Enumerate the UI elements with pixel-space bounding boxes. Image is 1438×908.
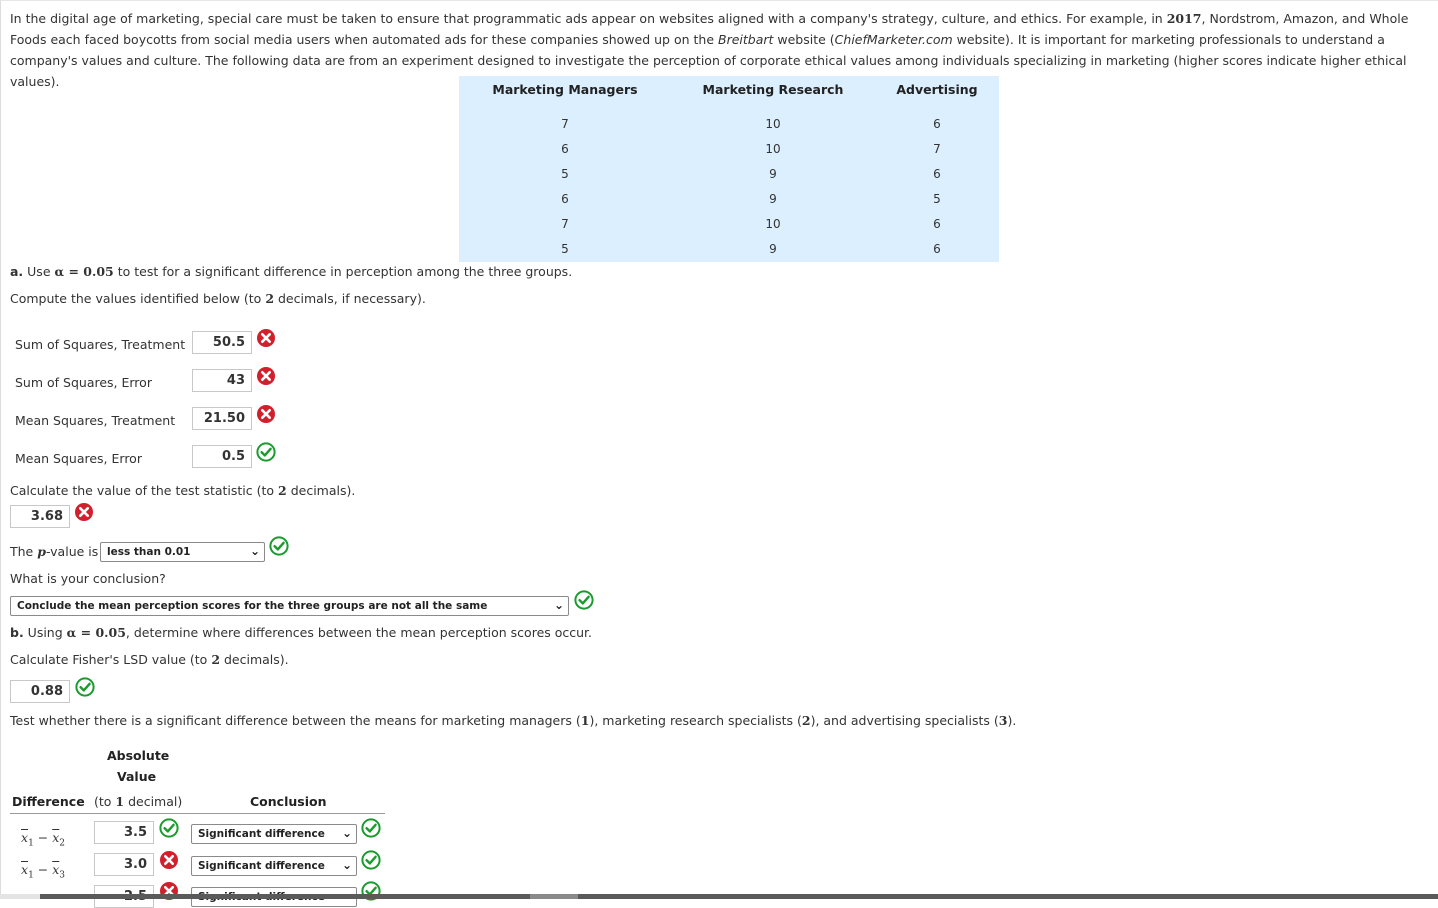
table-cell: 9 <box>769 241 777 256</box>
difference-conclusion-select[interactable]: Significant difference ⌄ <box>191 856 357 876</box>
col-header-value: Value <box>117 769 157 784</box>
table-row <box>459 111 999 136</box>
col-header-difference: Difference <box>12 794 85 809</box>
table-row <box>459 161 999 186</box>
data-table <box>459 76 999 262</box>
table-cell: 7 <box>561 216 569 231</box>
conclusion-question: What is your conclusion? <box>10 571 166 586</box>
check-circle-icon <box>75 677 95 697</box>
ss-treatment-label: Sum of Squares, Treatment <box>15 337 186 352</box>
chevron-down-icon: ⌄ <box>341 826 352 840</box>
test-statistic-instruction: Calculate the value of the test statistic (to 2 decimals). <box>10 483 356 498</box>
compute-instruction: Compute the values identified below (to 2 decimals, if necessary). <box>10 291 426 306</box>
ms-treatment-label: Mean Squares, Treatment <box>15 413 176 428</box>
lsd-input[interactable]: 0.88 <box>10 680 70 703</box>
table-cell: 6 <box>561 191 569 206</box>
table-cell: 10 <box>765 116 781 131</box>
ms-error-input[interactable]: 0.5 <box>192 445 252 468</box>
table-row <box>459 136 999 161</box>
ss-error-input[interactable]: 43 <box>192 369 252 392</box>
ss-treatment-input[interactable]: 50.5 <box>192 331 252 354</box>
table-cell: 5 <box>561 166 569 181</box>
horizontal-scrollbar-thumb[interactable] <box>40 894 1438 899</box>
x-circle-icon <box>256 366 276 386</box>
table-cell: 6 <box>933 116 941 131</box>
test-statistic-input[interactable]: 3.68 <box>10 505 70 528</box>
header-marketing-managers: Marketing Managers <box>492 81 638 97</box>
intro-paragraph: In the digital age of marketing, special care must be taken to ensure that programmatic ads appear on websites aligned with a company's strategy, culture, and ethics. For example, in 2017, Nordstrom, Amazon, and Whole Foods each faced boycotts from social media users when automated ads for these companies showed up on the Breitbart website (ChiefMarketer.com website). It is important for marketing professionals to understand a company's values and culture. The following data are from an experiment designed to investigate the perception of corporate ethical values among individuals specializing in marketing (higher scores indicate higher ethical values). <box>10 11 1409 89</box>
col-header-conclusion: Conclusion <box>250 794 327 809</box>
table-cell: 6 <box>933 216 941 231</box>
difference-label: $\overline{x}_1 - \overline{x}_2$ <box>21 830 66 849</box>
check-circle-icon <box>159 818 179 838</box>
horizontal-scrollbar-segment <box>530 894 578 899</box>
chevron-down-icon: ⌄ <box>249 544 260 558</box>
pairwise-instruction: Test whether there is a significant difference between the means for marketing managers (1), marketing research specialists (2), and advertising specialists (3). <box>10 713 1017 728</box>
table-cell: 10 <box>765 141 781 156</box>
chevron-down-icon: ⌄ <box>341 858 352 872</box>
table-cell: 6 <box>933 241 941 256</box>
check-circle-icon <box>574 590 594 610</box>
table-row <box>459 236 999 261</box>
table-cell: 7 <box>933 141 941 156</box>
chevron-down-icon: ⌄ <box>553 598 564 612</box>
check-circle-icon <box>269 536 289 556</box>
table-cell: 7 <box>561 116 569 131</box>
x-circle-icon <box>74 502 94 522</box>
table-cell: 6 <box>561 141 569 156</box>
x-circle-icon <box>159 850 179 870</box>
col-header-decimals: (to 1 decimal) <box>94 794 183 809</box>
table-cell: 5 <box>933 191 941 206</box>
table-cell: 5 <box>561 241 569 256</box>
ss-error-label: Sum of Squares, Error <box>15 375 152 390</box>
difference-value-input[interactable]: 3.5 <box>94 821 154 844</box>
x-circle-icon <box>256 404 276 424</box>
table-row <box>459 186 999 211</box>
table-cell: 10 <box>765 216 781 231</box>
table-cell: 9 <box>769 191 777 206</box>
lsd-instruction: Calculate Fisher's LSD value (to 2 decimals). <box>10 652 289 667</box>
difference-label: $\overline{x}_1 - \overline{x}_3$ <box>21 862 66 881</box>
p-value-select[interactable]: less than 0.01 ⌄ <box>100 542 265 562</box>
check-circle-icon <box>361 850 381 870</box>
table-row <box>459 211 999 236</box>
check-circle-icon <box>361 818 381 838</box>
header-advertising: Advertising <box>896 81 978 97</box>
difference-value-input[interactable]: 3.0 <box>94 853 154 876</box>
ms-treatment-input[interactable]: 21.50 <box>192 407 252 430</box>
part-b-instruction: b. Using α = 0.05, determine where differences between the mean perception scores occur. <box>10 625 593 640</box>
header-marketing-research: Marketing Research <box>702 81 844 97</box>
table-cell: 6 <box>933 166 941 181</box>
col-header-absolute: Absolute <box>107 748 170 763</box>
difference-conclusion-select[interactable]: Significant difference ⌄ <box>191 824 357 844</box>
conclusion-select[interactable]: Conclude the mean perception scores for the three groups are not all the same ⌄ <box>10 596 569 616</box>
ms-error-label: Mean Squares, Error <box>15 451 142 466</box>
p-value-label: The p-value is <box>10 544 99 559</box>
table-divider <box>10 813 385 814</box>
x-circle-icon <box>256 328 276 348</box>
check-circle-icon <box>256 442 276 462</box>
part-a-instruction: a. Use α = 0.05 to test for a significant difference in perception among the three groups. <box>10 264 573 279</box>
table-cell: 9 <box>769 166 777 181</box>
